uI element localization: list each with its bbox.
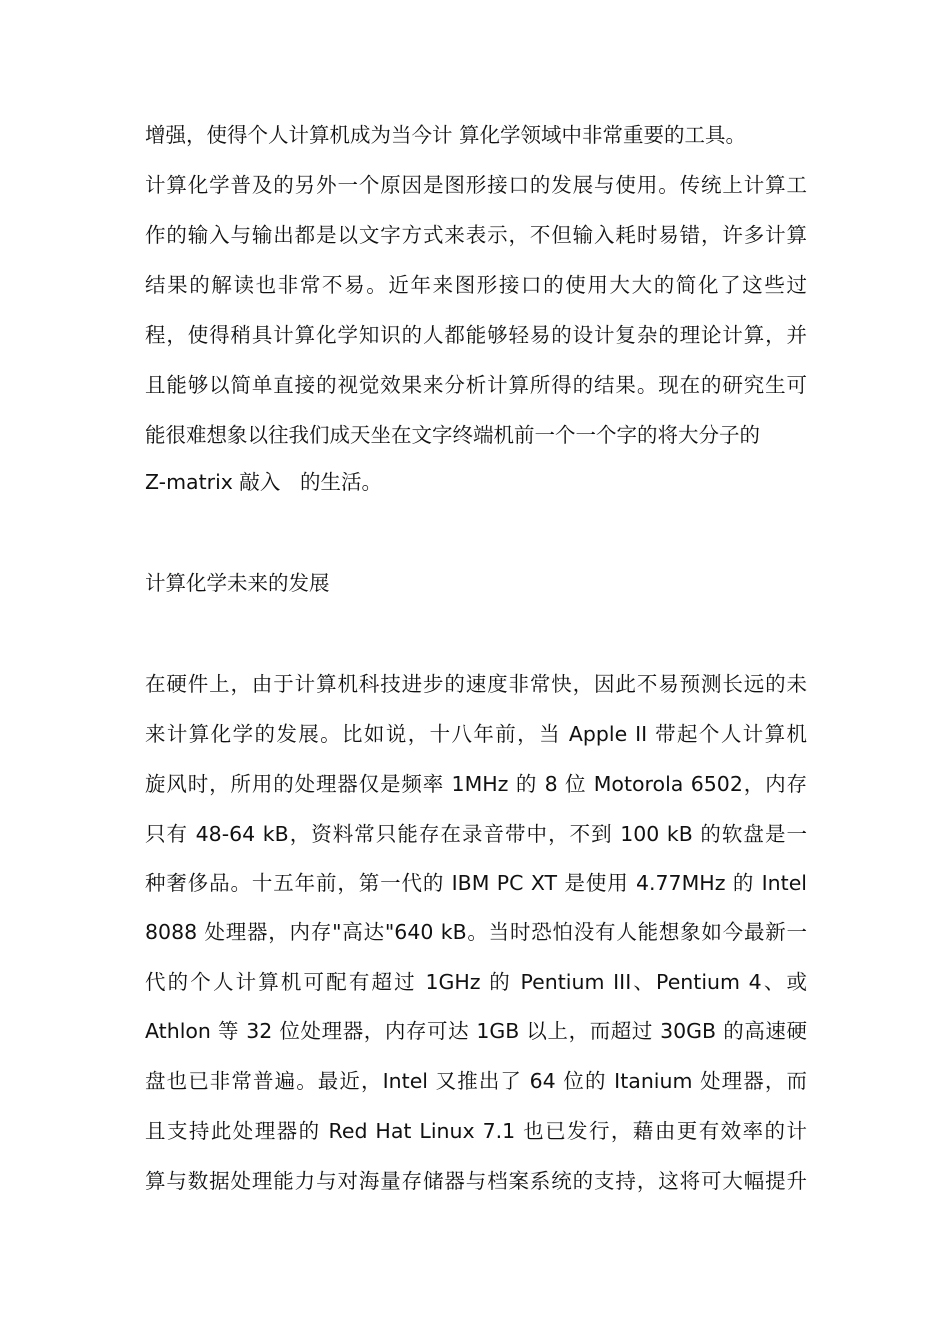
text-line: 且能够以简单直接的视觉效果来分析计算所得的结果。现在的研究生可 (145, 373, 807, 397)
text-line: 来计算化学的发展。比如说，十八年前，当 Apple II 带起个人计算机 (145, 722, 807, 746)
text-line: 种奢侈品。十五年前，第一代的 IBM PC XT 是使用 4.77MHz 的 Intel (145, 871, 807, 895)
text-line: 代的个人计算机可配有超过 1GHz 的 Pentium III、Pentium 4、或 (145, 970, 807, 994)
text-line: 增强，使得个人计算机成为当今计 算化学领域中非常重要的工具。 (145, 123, 747, 147)
text-line: Z-matrix 敲入 的生活。 (145, 470, 382, 494)
text-line: 旋风时，所用的处理器仅是频率 1MHz 的 8 位 Motorola 6502，内存 (145, 772, 807, 796)
text-line: 且支持此处理器的 Red Hat Linux 7.1 也已发行，藉由更有效率的计 (145, 1119, 807, 1143)
text-line: 结果的解读也非常不易。近年来图形接口的使用大大的简化了这些过 (145, 273, 807, 297)
text-line: 算与数据处理能力与对海量存储器与档案系统的支持，这将可大幅提升 (145, 1169, 807, 1193)
text-line: 程，使得稍具计算化学知识的人都能够轻易的设计复杂的理论计算，并 (145, 323, 807, 347)
text-line: Athlon 等 32 位处理器，内存可达 1GB 以上，而超过 30GB 的高速硬 (145, 1019, 807, 1043)
text-line: 8088 处理器，内存"高达"640 kB。当时恐怕没有人能想象如今最新一 (145, 920, 807, 944)
text-line: 盘也已非常普遍。最近，Intel 又推出了 64 位的 Itanium 处理器，而 (145, 1069, 807, 1093)
text-line: 在硬件上，由于计算机科技进步的速度非常快，因此不易预测长远的未 (145, 672, 807, 696)
text-line: 只有 48-64 kB，资料常只能存在录音带中，不到 100 kB 的软盘是一 (145, 822, 807, 846)
text-line: 计算化学普及的另外一个原因是图形接口的发展与使用。传统上计算工 (145, 173, 807, 197)
text-line: 能很难想象以往我们成天坐在文字终端机前一个一个字的将大分子的 (145, 423, 760, 447)
text-line: 作的输入与输出都是以文字方式来表示，不但输入耗时易错，许多计算 (145, 223, 807, 247)
section-heading: 计算化学未来的发展 (145, 571, 330, 595)
